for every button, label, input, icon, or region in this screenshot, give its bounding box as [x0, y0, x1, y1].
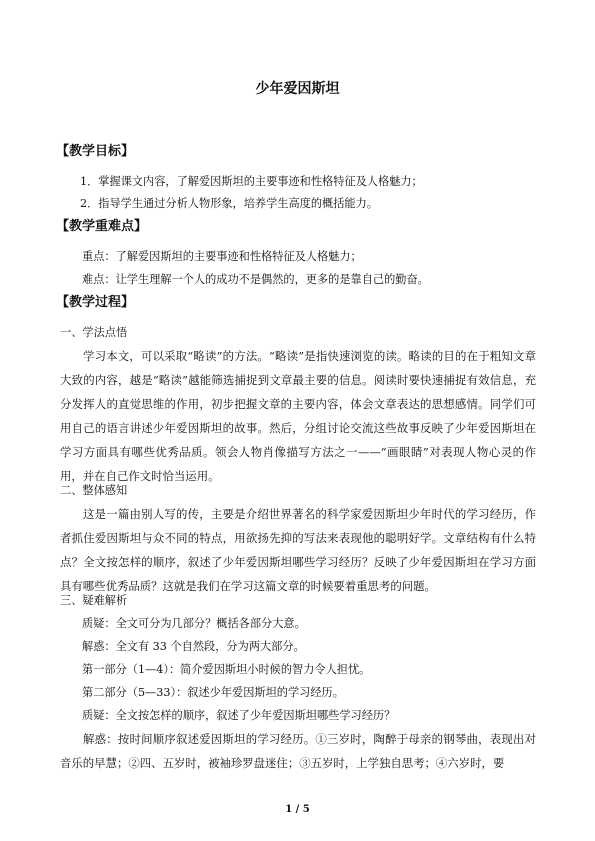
focus-point: 重点：了解爱因斯坦的主要事迹和性格特征及人格魅力；: [82, 250, 362, 263]
section-3-final-paragraph: 解惑：按时间顺序叙述爱因斯坦的学习经历。①三岁时，陶醉于母亲的钢琴曲，表现出对音乐的早慧；②四、五岁时，被袖珍罗盘迷住；③五岁时，上学独自思考；④六岁时，要: [60, 732, 536, 770]
objectives-heading: 【教学目标】: [56, 144, 135, 159]
section-2-paragraph: 这是一篇由别人写的传，主要是介绍世界著名的科学家爱因斯坦少年时代的学习经历，作者抓住爱因斯坦与众不同的特点，用欲扬先抑的写法来表现他的聪明好学。文章结构有什么特点？全文按怎样的顺序，叙述了少年爱因斯坦哪些学习经历？反映了少年爱因斯坦在学习方面具有哪些优秀品质？这就是我们在学习这篇文章的时候要着重思考的问题。: [60, 507, 536, 593]
objective-item-1: 1．掌握课文内容，了解爱因斯坦的主要事迹和性格特征及人格魅力；: [80, 175, 423, 188]
section-3-line-4: 第二部分（5—33）：叙述少年爱因斯坦的学习经历。: [82, 686, 344, 699]
section-3-line-2: 解惑：全文有 33 个自然段，分为两大部分。: [82, 640, 305, 653]
key-points-heading: 【教学重难点】: [56, 219, 148, 234]
section-3-heading: 三、疑难解析: [60, 594, 128, 607]
section-2-heading: 二、整体感知: [60, 484, 128, 497]
difficulty-point: 难点：让学生理解一个人的成功不是偶然的，更多的是靠自己的勤奋。: [82, 273, 429, 286]
process-heading: 【教学过程】: [56, 295, 135, 310]
objective-item-2: 2．指导学生通过分析人物形象，培养学生高度的概括能力。: [80, 197, 378, 210]
section-3-line-1: 质疑：全文可分为几部分？概括各部分大意。: [82, 617, 306, 630]
section-3-line-5: 质疑：全文按怎样的顺序，叙述了少年爱因斯坦哪些学习经历？: [82, 709, 396, 722]
section-1-heading: 一、学法点悟: [60, 326, 128, 339]
section-1-paragraph: 学习本文，可以采取“略读”的方法。“略读”是指快速浏览的读。略读的目的在于粗知文章大致的内容，越是“略读”越能筛选捕捉到文章最主要的信息。阅读时要快速捕捉有效信息，充分发挥人的直觉思维的作用，初步把握文章的主要内容，体会文章表达的思想感情。同学们可用自己的语言讲述少年爱因斯坦的故事。然后，分组讨论交流这些故事反映了少年爱因斯坦在学习方面具有哪些优秀品质。领会人物肖像描写方法之一——“画眼睛”对表现人物心灵的作用，并在自己作文时恰当运用。: [60, 349, 536, 483]
page-number: 1 / 5: [285, 804, 310, 815]
section-3-line-3: 第一部分（1—4）：简介爱因斯坦小时候的智力令人担忧。: [82, 663, 371, 676]
document-title: 少年爱因斯坦: [255, 81, 340, 97]
